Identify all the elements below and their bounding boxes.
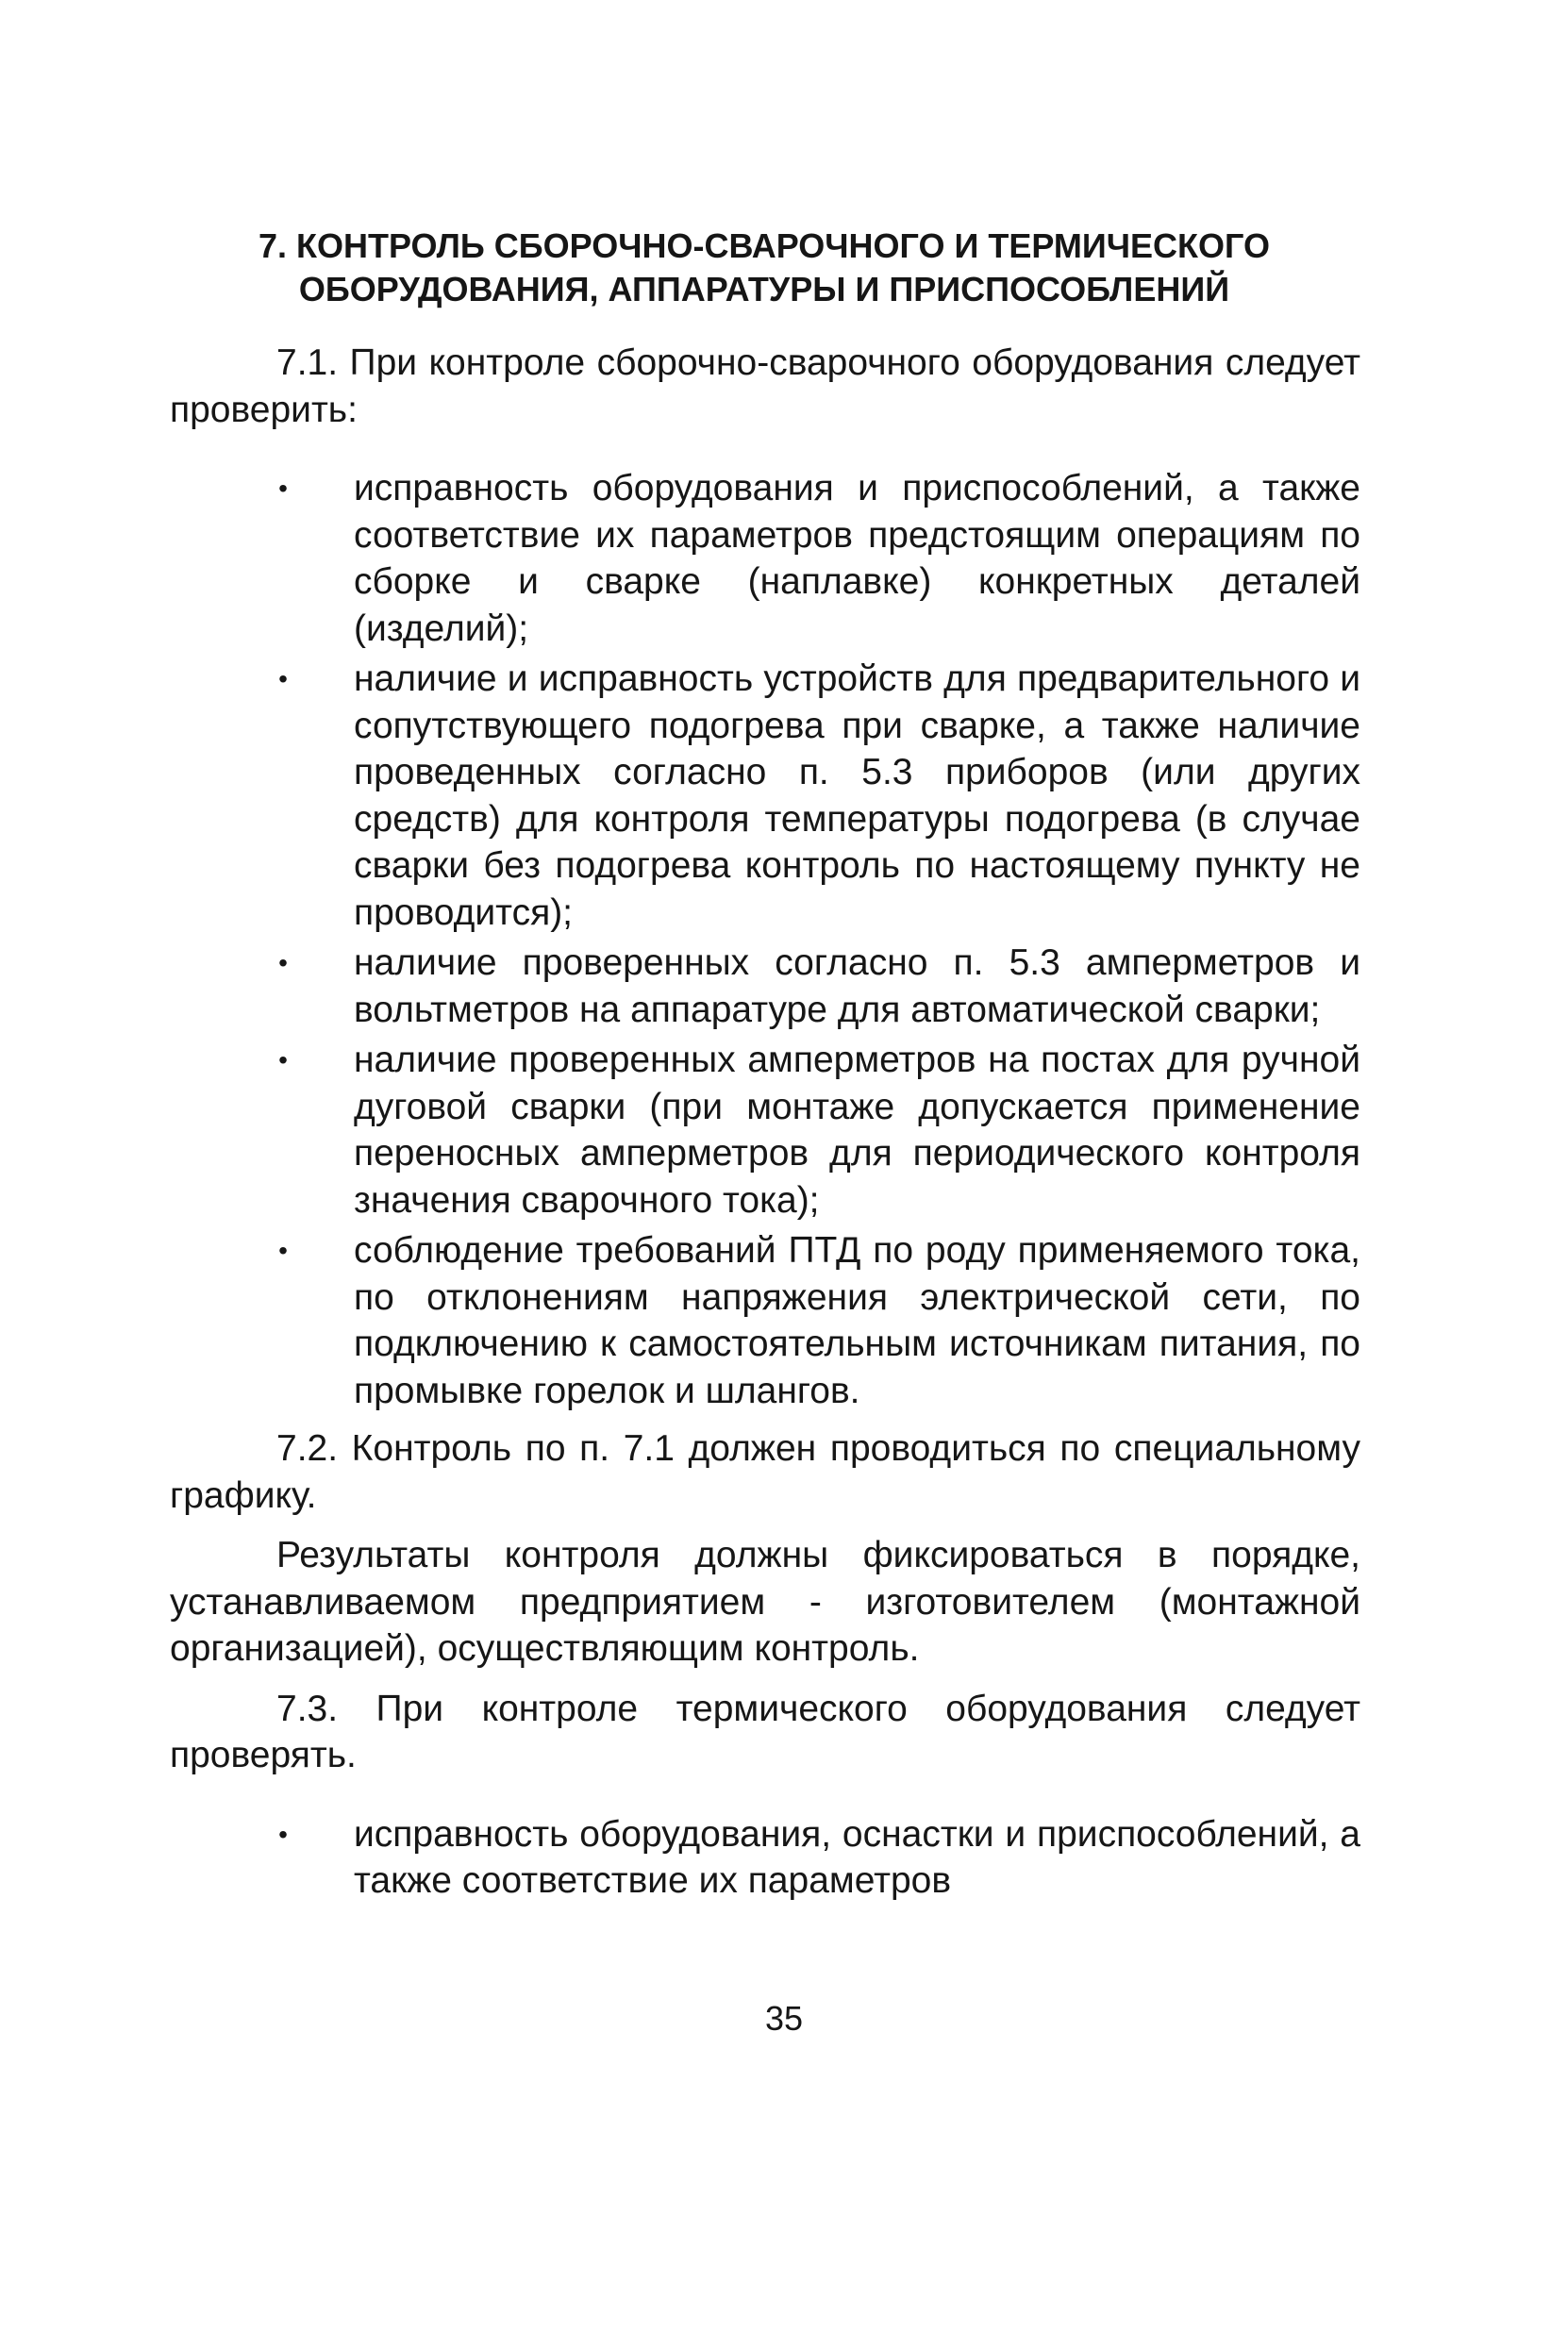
section-heading	[170, 225, 1359, 311]
heading-line-2: ОБОРУДОВАНИЯ, АППАРАТУРЫ И ПРИСПОСОБЛЕНИЙ	[298, 270, 1230, 308]
list-item-text: наличие проверенных амперметров на постах для ручной дуговой сварки (при монтаже допускается применение переносных амперметров для периодического контроля значения сварочного тока);	[354, 1040, 1360, 1221]
page-number: 35	[764, 1999, 804, 2038]
list-item	[278, 1811, 1360, 1905]
bullet-icon: •	[278, 474, 288, 503]
bullet-icon: •	[278, 664, 288, 693]
list-item-text: наличие проверенных согласно п. 5.3 амперметров и вольтметров на аппаратуре для автоматической сварки;	[354, 942, 1360, 1030]
heading-line-1: 7. КОНТРОЛЬ СБОРОЧНО-СВАРОЧНОГО И ТЕРМИЧЕСКОГО	[259, 226, 1270, 265]
list-item	[278, 1227, 1360, 1414]
list-item	[278, 1037, 1360, 1224]
list-item	[278, 465, 1360, 652]
paragraph-results: Результаты контроля должны фиксироваться в порядке, устанавливаемом предприятием - изготовителем (монтажной организацией), осуществляющим контроль.	[170, 1535, 1360, 1669]
list-item	[278, 656, 1360, 936]
list-item-text: исправность оборудования и приспособлений, а также соответствие их параметров предстоящим операциям по сборке и сварке (наплавке) конкретных деталей (изделий);	[354, 468, 1360, 649]
body-text	[170, 340, 1360, 1908]
list-item	[278, 940, 1360, 1033]
list-item-text: наличие и исправность устройств для предварительного и сопутствующего подогрева при сварке, а также наличие проведенных согласно п. 5.3 приборов (или других средств) для контроля температуры подогрева (в случае сварки без подогрева контроль по настоящему пункту не проводится);	[354, 658, 1360, 933]
paragraph-7-1: 7.1. При контроле сборочно-сварочного оборудования следует проверить:	[170, 342, 1360, 430]
bullet-icon: •	[278, 1236, 288, 1265]
bullet-icon: •	[278, 1045, 288, 1074]
list-item-text: соблюдение требований ПТД по роду применяемого тока, по отклонениям напряжения электрической сети, по подключению к самостоятельным источникам питания, по промывке горелок и шлангов.	[354, 1230, 1360, 1411]
paragraph-7-2: 7.2. Контроль по п. 7.1 должен проводиться по специальному графику.	[170, 1428, 1360, 1516]
list-7-3	[170, 1811, 1360, 1905]
paragraph-7-3: 7.3. При контроле термического оборудования следует проверять.	[170, 1688, 1360, 1775]
list-item-text: исправность оборудования, оснастки и приспособлений, а также соответствие их параметров	[354, 1813, 1360, 1901]
list-7-1	[170, 465, 1360, 1414]
bullet-icon: •	[278, 1819, 288, 1849]
bullet-icon: •	[278, 948, 288, 977]
